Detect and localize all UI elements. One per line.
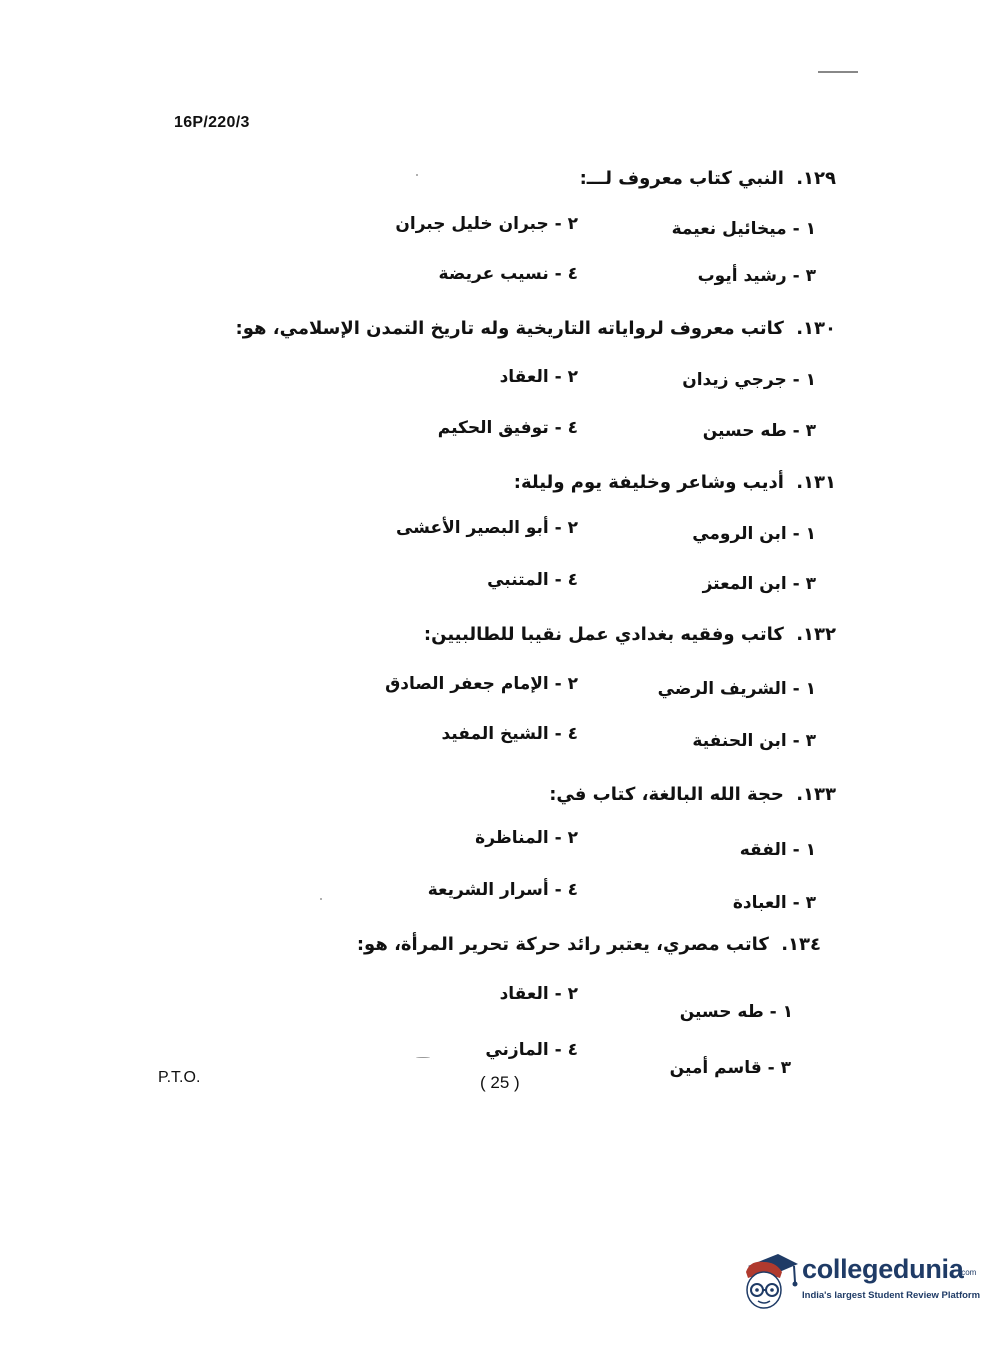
- option-1: ١ - جرجي زيدان: [682, 370, 816, 390]
- question-129: [580, 168, 836, 189]
- question-text: كاتب مصري، يعتبر رائد حركة تحرير المرأة، هو:: [356, 934, 769, 955]
- question-number: ١٣٤.: [781, 934, 821, 955]
- question-134: [357, 934, 821, 955]
- question-number: ١٢٩.: [796, 168, 836, 189]
- option-3: ٣ - ابن المعتز: [702, 574, 816, 594]
- collegedunia-logo[interactable]: [740, 1248, 981, 1314]
- paper-code: 16P/220/3: [174, 114, 250, 131]
- option-4: ٤ - نسيب عريضة: [438, 264, 578, 284]
- question-text: حجة الله البالغة، كتاب في:: [549, 784, 784, 805]
- scan-speck: [320, 898, 322, 900]
- option-3: ٣ - رشيد أيوب: [697, 266, 816, 286]
- question-132: [424, 624, 836, 645]
- question-number: ١٣٢.: [796, 624, 836, 645]
- option-4: ٤ - توفيق الحكيم: [437, 418, 578, 438]
- option-3: ٣ - ابن الحنفية: [692, 731, 816, 751]
- option-2: ٢ - العقاد: [499, 367, 578, 387]
- option-2: ٢ - أبو البصير الأعشى: [395, 518, 578, 538]
- logo-suffix: .com: [959, 1268, 977, 1277]
- option-4: ٤ - المازني: [485, 1040, 578, 1060]
- option-1: ١ - ميخائيل نعيمة: [671, 219, 816, 239]
- question-text: كاتب معروف لرواياته التاريخية وله تاريخ التمدن الإسلامي، هو:: [235, 318, 784, 339]
- question-text: أديب وشاعر وخليفة يوم وليلة:: [513, 472, 784, 493]
- option-2: ٢ - العقاد: [499, 984, 578, 1004]
- question-text: النبي كتاب معروف لـــ:: [579, 168, 784, 189]
- option-4: ٤ - الشيخ المفيد: [441, 724, 578, 744]
- question-131: [514, 472, 836, 493]
- option-1: ١ - ابن الرومي: [692, 524, 816, 544]
- pto-label: P.T.O.: [158, 1069, 201, 1086]
- option-4: ٤ - أسرار الشريعة: [427, 880, 578, 900]
- option-1: ١ - الشريف الرضي: [657, 679, 816, 699]
- question-text: كاتب وفقيه بغدادي عمل نقيبا للطالبيين:: [423, 624, 784, 645]
- option-3: ٣ - قاسم أمين: [669, 1058, 791, 1078]
- question-number: ١٣١.: [796, 472, 836, 493]
- option-3: ٣ - طه حسين: [702, 421, 816, 441]
- question-130: [236, 318, 836, 339]
- option-1: ١ - طه حسين: [679, 1002, 793, 1022]
- logo-text: collegedunia: [802, 1254, 964, 1284]
- scan-speck: [416, 174, 418, 176]
- option-3: ٣ - العبادة: [732, 893, 816, 913]
- option-1: ١ - الفقه: [739, 840, 816, 860]
- option-2: ٢ - جبران خليل جبران: [395, 214, 578, 234]
- option-2: ٢ - الإمام جعفر الصادق: [385, 674, 578, 694]
- logo-tagline: India's largest Student Review Platform: [802, 1290, 981, 1301]
- collegedunia-mascot-icon: [740, 1248, 800, 1314]
- page-number: ( 25 ): [480, 1073, 520, 1092]
- question-number: ١٣٠.: [796, 318, 836, 339]
- top-rule: [818, 71, 858, 73]
- question-number: ١٣٣.: [796, 784, 836, 805]
- question-133: [549, 784, 836, 805]
- option-2: ٢ - المناظرة: [475, 828, 578, 848]
- option-4: ٤ - المتنبي: [487, 570, 578, 590]
- scan-speck: [416, 1057, 430, 1058]
